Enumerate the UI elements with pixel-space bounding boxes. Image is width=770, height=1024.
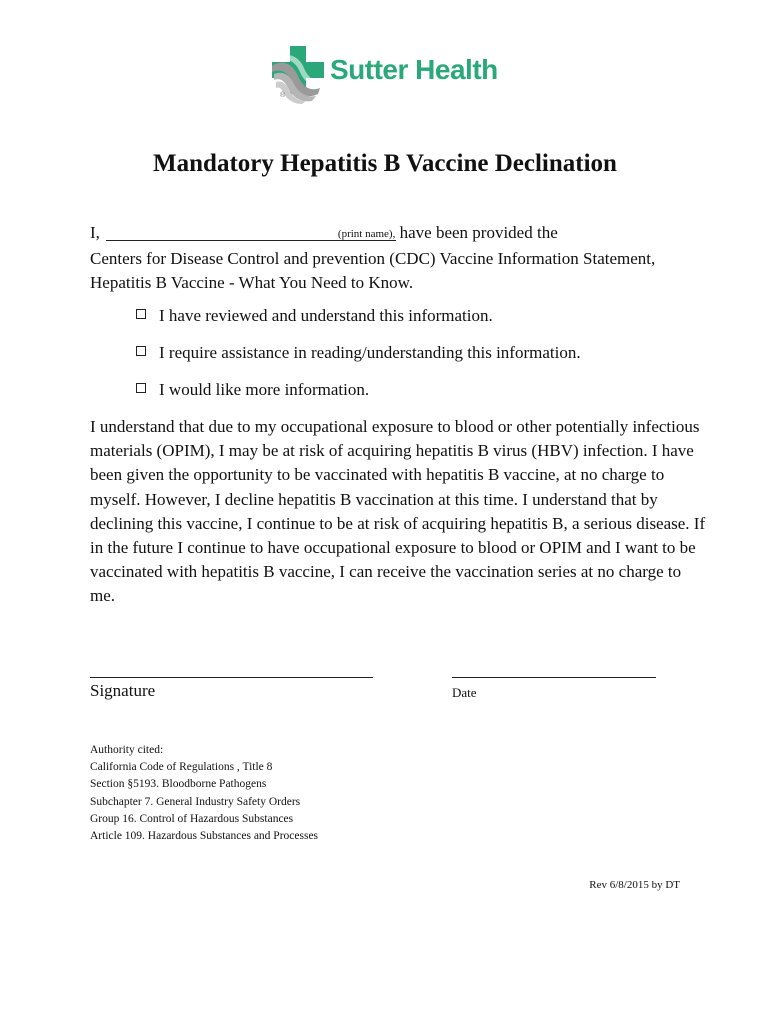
authority-line: Group 16. Control of Hazardous Substances	[90, 812, 294, 825]
declination-paragraph: I understand that due to my occupational exposure to blood or other potentially infectious materials (OPIM), I may be at risk of acquiring hepatitis B virus (HBV) infection. I have been given the opportunity to be vaccinated with hepatitis B vaccine, at no charge to myself. However, I decline hepatitis B vaccination at this time. I understand that by declining this vaccine, I continue to be at risk of acquiring hepatitis B, a serious disease. If in the future I continue to have occupational exposure to blood or OPIM and I want to be vaccinated with hepatitis B vaccine, I can receive the vaccination series at no charge to me.	[90, 417, 706, 606]
option-more-info	[136, 380, 369, 400]
document-title: Mandatory Hepatitis B Vaccine Declination	[153, 150, 617, 177]
option-more-info-label: I would like more information.	[159, 380, 370, 399]
authority-cited	[90, 742, 318, 845]
authority-line: Subchapter 7. General Industry Safety Orders	[90, 795, 301, 808]
date-line[interactable]	[452, 677, 656, 678]
intro-line-2: Centers for Disease Control and prevention (CDC) Vaccine Information Statement,	[90, 249, 656, 268]
intro-statement	[90, 221, 700, 295]
authority-line: Section §5193. Bloodborne Pathogens	[90, 778, 267, 791]
option-reviewed-label: I have reviewed and understand this information.	[159, 306, 493, 325]
sutter-health-logo	[270, 44, 510, 104]
option-assistance	[136, 343, 581, 363]
option-reviewed	[136, 306, 493, 326]
authority-line: California Code of Regulations , Title 8	[90, 761, 273, 774]
intro-line-3: Hepatitis B Vaccine - What You Need to Know.	[90, 273, 414, 292]
intro-line-1	[90, 221, 700, 247]
checkbox-more-info[interactable]	[136, 383, 146, 393]
authority-line: Article 109. Hazardous Substances and Processes	[90, 830, 319, 843]
authority-heading: Authority cited:	[90, 744, 164, 756]
option-assistance-label: I require assistance in reading/understanding this information.	[159, 343, 581, 362]
sutter-health-logo-icon	[270, 44, 330, 104]
checkbox-reviewed[interactable]	[136, 309, 146, 319]
registered-mark: ®	[280, 92, 286, 99]
signature-label: Signature	[90, 681, 156, 700]
revision-note: Rev 6/8/2015 by DT	[589, 879, 680, 891]
date-label: Date	[452, 685, 477, 700]
brand-name: Sutter Health	[330, 54, 498, 85]
signature-line[interactable]	[90, 677, 373, 678]
checkbox-assistance[interactable]	[136, 346, 146, 356]
intro-line-1-suffix: have been provided the	[399, 223, 558, 242]
print-name-hint: (print name),	[337, 228, 396, 240]
intro-prefix: I,	[90, 223, 100, 242]
